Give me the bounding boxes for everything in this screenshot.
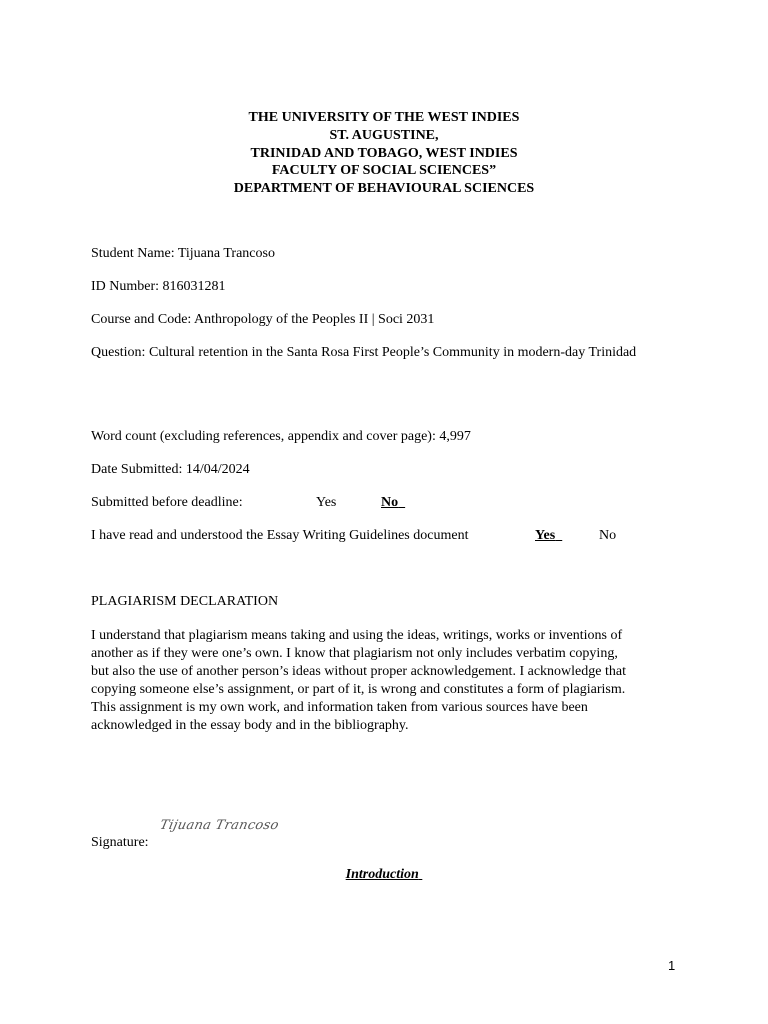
plagiarism-line: copying someone else’s assignment, or part of it, is wrong and constitutes a form of plagiarism.	[91, 682, 626, 697]
deadline-yes-option: Yes	[316, 495, 337, 510]
student-name: Student Name: Tijuana Trancoso	[91, 246, 275, 261]
plagiarism-paragraph	[91, 627, 681, 735]
word-count: Word count (excluding references, appendix and cover page): 4,997	[91, 429, 471, 444]
header-line-campus: ST. AUGUSTINE,	[329, 127, 439, 143]
plagiarism-line: another as if they were one’s own. I know that plagiarism not only includes verbatim copying,	[91, 646, 618, 661]
header-line-department: DEPARTMENT OF BEHAVIOURAL SCIENCES	[233, 181, 535, 197]
date-submitted: Date Submitted: 14/04/2024	[91, 462, 250, 477]
header-line-university: THE UNIVERSITY OF THE WEST INDIES	[248, 110, 520, 125]
guidelines-label: I have read and understood the Essay Writing Guidelines document	[91, 528, 469, 543]
plagiarism-line: I understand that plagiarism means taking and using the ideas, writings, works or inventions of	[91, 628, 623, 643]
page-number: 1	[668, 958, 676, 973]
plagiarism-line: This assignment is my own work, and information taken from various sources have been	[91, 700, 588, 715]
course-code: Course and Code: Anthropology of the Peoples II | Soci 2031	[91, 312, 435, 327]
plagiarism-line: acknowledged in the essay body and in the bibliography.	[91, 718, 409, 733]
header-line-country: TRINIDAD AND TOBAGO, WEST INDIES	[250, 145, 518, 161]
signature-label: Signature:	[91, 835, 149, 850]
deadline-no-option-selected: No	[381, 495, 399, 510]
header-line-faculty: FACULTY OF SOCIAL SCIENCES”	[271, 163, 497, 179]
guidelines-no-option: No	[599, 528, 617, 543]
introduction-heading: Introduction	[345, 867, 419, 882]
question: Question: Cultural retention in the Santa Rosa First People’s Community in modern-day Trinidad	[91, 345, 637, 360]
deadline-label: Submitted before deadline:	[91, 495, 243, 510]
plagiarism-line: but also the use of another person’s ideas without proper acknowledgement. I acknowledge that	[91, 664, 626, 679]
handwritten-signature: Tijuana Trancoso	[158, 818, 281, 833]
university-header	[0, 109, 768, 198]
id-number: ID Number: 816031281	[91, 279, 226, 294]
guidelines-yes-option-selected: Yes	[535, 528, 556, 543]
plagiarism-heading: PLAGIARISM DECLARATION	[91, 594, 279, 609]
